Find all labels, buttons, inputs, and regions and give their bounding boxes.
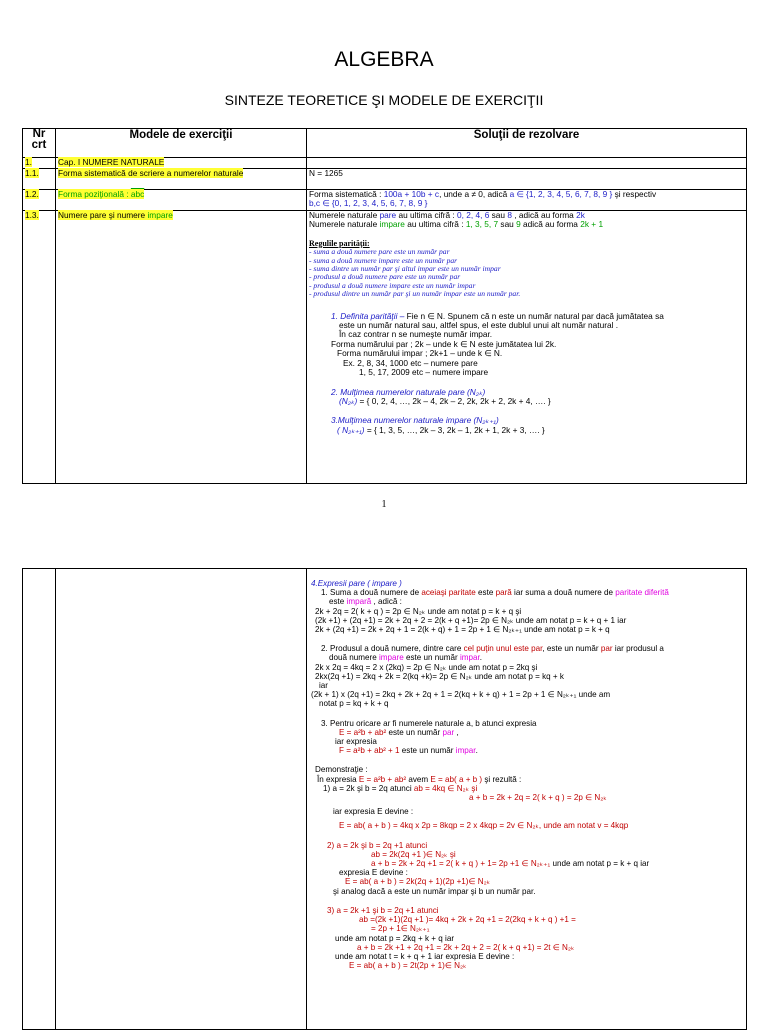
text: ab = 4kq ∈ N₂ₖ şi: [413, 783, 478, 793]
text: 2. Produsul a două numere, dintre care: [321, 644, 464, 654]
rule-item: - produsul a două numere pare este un număr par: [309, 272, 461, 282]
text: 0, 2, 4, 6: [457, 210, 490, 220]
text: sau: [498, 219, 517, 230]
text: adică au forma: [520, 219, 581, 230]
page-number: 1: [381, 499, 387, 510]
text: 1, 5, 17, 2009 etc – numere impare: [359, 367, 489, 378]
set: a ∈ {1, 2, 3, 4, 5, 6, 7, 8, 9 }: [509, 189, 613, 199]
page-title: ALGEBRA: [334, 48, 434, 71]
text: ,: [454, 727, 459, 737]
section-title: 4.Expresii pare ( impare ): [311, 579, 402, 588]
definition-title: 1. Definita parităţii –: [331, 310, 407, 321]
text: sau: [489, 210, 508, 220]
text: Forma sistematică :: [309, 189, 384, 199]
expression: F = a²b + ab² + 1: [339, 746, 400, 756]
solution-text: [307, 190, 747, 211]
text: două numere: [329, 653, 379, 663]
text: Numerele naturale: [309, 219, 380, 230]
text: .: [475, 746, 478, 756]
text: , adică :: [371, 597, 402, 607]
formula-line: E = ab( a + b ) = 2k(2q + 1)(2p +1)∈ N₂ₖ: [345, 877, 491, 887]
text: paritate diferită: [615, 588, 669, 598]
text: şi analog dacă a este un număr impar şi b un număr par.: [333, 886, 536, 896]
page-subtitle: SINTEZE TEORETICE ŞI MODELE DE EXERCIŢII: [224, 92, 544, 108]
formula-line: E = ab( a + b ) = 4kq x 2p = 8kqp = 2 x 4kqp = 2v ∈ N₂ₖ, unde am notat v = 4kqp: [339, 821, 629, 831]
formula-line: a + b = 2k + 2q = 2( k + q ) = 2p ∈ N₂ₖ: [469, 793, 607, 803]
formula-line: = 2p + 1∈ N₂ₖ₊₁: [371, 924, 430, 934]
odd-set: = { 1, 3, 5, …, 2k – 3, 2k – 1, 2k + 1, 2k + 3, …. }: [364, 424, 545, 435]
rule-item: - produsul dintre un număr par şi un număr impar este un număr par.: [309, 289, 521, 299]
solution-cell: [307, 569, 747, 1030]
text: şi rezultă :: [482, 774, 522, 784]
formula-line: a + b = 2k +1 + 2q +1 = 2k + 2q + 2 = 2( k + q +1) = 2t ∈ N₂ₖ: [357, 942, 575, 952]
formula-line: ab = 2k(2q +1 )∈ N₂ₖ şi: [371, 849, 456, 859]
text: unde am notat p = 2kq + k + q iar: [335, 933, 455, 943]
text: iar: [319, 681, 328, 691]
text: au ultima cifră :: [396, 210, 458, 220]
formula-line: (2k +1) + (2q +1) = 2k + 2q + 2 = 2(k + q +1)= 2p ∈ N₂ₖ unde am notat p = k + q + 1 iar: [315, 615, 627, 625]
odd-set-title: 3.Mulţimea numerelor naturale impare (N₂ₖ₊₁): [331, 415, 499, 426]
text: impare: [378, 653, 404, 663]
text: În expresia: [317, 774, 359, 784]
text: 1. Suma a două numere de: [321, 588, 422, 598]
text: iar suma a două numere de: [511, 588, 616, 598]
text: este un număr: [386, 727, 443, 737]
text: impară: [346, 597, 372, 607]
expression: E = a²b + ab²: [358, 774, 407, 784]
text: .: [479, 653, 482, 663]
text: iar expresia: [335, 737, 377, 747]
demonstration-title: Demonstraţie :: [315, 765, 368, 775]
even-set: = { 0, 2, 4, …, 2k – 4, 2k – 2, 2k, 2k + 2, 2k + 4, …. }: [357, 395, 551, 406]
text: pară: [495, 588, 512, 598]
header-modele: Modele de exerciţii: [56, 129, 307, 158]
solution-cell: [307, 211, 747, 484]
exercise-table-continued: [22, 568, 747, 1030]
text: pare: [379, 210, 397, 220]
text: aceiaşi paritate: [421, 588, 476, 598]
rule-item: - suma a două numere pare este un număr par: [309, 247, 450, 257]
model-text: Forma sistematică de scriere a numerelor naturale: [58, 168, 244, 178]
text: Forma numărului impar ; 2k+1 – unde k ∈ N.: [337, 348, 503, 359]
text: impare: [379, 219, 405, 230]
text: 1, 3, 5, 7: [465, 219, 499, 230]
exercise-table: [22, 128, 747, 484]
rule-item: - produsul a două numere impare este un număr impar: [309, 280, 476, 290]
text: au ultima cifră :: [404, 219, 466, 230]
rule-item: - suma a două numere impare este un număr par: [309, 255, 458, 265]
text: este un număr: [399, 746, 456, 756]
formula-line: 2k x 2q = 4kq = 2 x (2kq) = 2p ∈ N₂ₖ unde am notat p = 2kq şi: [315, 662, 538, 672]
text: este: [329, 597, 347, 607]
formula-line: ab =(2k +1)(2q +1 )= 4kq + 2k + 2q +1 = 2(2kq + k + q ) +1 =: [359, 915, 576, 925]
text: 3) a = 2k +1 şi b = 2q +1 atunci: [327, 905, 439, 915]
text: notat p = kq + k + q: [319, 699, 389, 709]
text: impar: [459, 653, 480, 663]
text: impare: [147, 210, 173, 220]
text: par: [442, 727, 455, 737]
rule-item: - suma dintre un număr par şi altul impar este un număr impar: [309, 264, 501, 274]
text: este: [475, 588, 496, 598]
text: 9: [516, 219, 521, 230]
text: unde am notat t = k + q + 1 iar expresia E devine :: [335, 951, 515, 961]
text: cel puţin unul este par: [463, 644, 543, 654]
chapter-title: Cap. I NUMERE NATURALE: [58, 157, 165, 167]
text: , este un număr: [542, 644, 601, 654]
text: expresia E devine :: [339, 868, 408, 878]
table-row: [23, 158, 747, 169]
text: (N₂ₖ): [339, 395, 358, 406]
table-row: [23, 169, 747, 190]
text: 8: [507, 210, 512, 220]
text: 1) a = 2k şi b = 2q atunci: [323, 783, 414, 793]
row-number: 1.2.: [25, 189, 39, 199]
text: Fie n ∈ N. Spunem că n este un număr natural par dacă jumătatea sa: [406, 310, 664, 321]
text: 2k: [576, 210, 585, 220]
row-number: 1.: [25, 157, 32, 167]
text: şi respectiv: [612, 189, 657, 199]
header-nr-crt: Nr crt: [23, 129, 56, 158]
text: Numerele naturale: [309, 210, 380, 220]
expression: E = a²b + ab²: [339, 727, 387, 737]
text: este un număr natural sau, altfel spus, el este dublul unui alt număr natural .: [339, 320, 619, 331]
text: 3. Pentru oricare ar fi numerele naturale a, b atunci expresia: [321, 718, 537, 728]
text: ( N₂ₖ₊₁): [337, 424, 365, 435]
text: unde am notat p = k + q iar: [550, 859, 650, 869]
formula-line: 2kx(2q +1) = 2kq + 2k = 2(kq +k)= 2p ∈ N₂ₖ unde am notat p = kq + k: [315, 671, 564, 681]
text: avem: [406, 774, 431, 784]
table-row: [23, 569, 747, 1030]
text: Numere pare şi numere: [58, 210, 148, 220]
odd-line: [309, 220, 744, 229]
text: iar produsul a: [612, 644, 664, 654]
expression: E = ab( a + b ): [430, 774, 483, 784]
table-row: [23, 190, 747, 211]
formula-line: (2k + 1) x (2q +1) = 2kq + 2k + 2q + 1 = 2(kq + k + q) + 1 = 2p + 1 ∈ N₂ₖ₊₁ unde am: [311, 690, 611, 700]
set: b,c ∈ {0, 1, 2, 3, 4, 5, 6, 7, 8, 9 }: [309, 198, 428, 209]
even-set-title: 2. Mulţimea numerelor naturale pare (N₂ₖ): [331, 386, 486, 397]
text: Forma numărului par ; 2k – unde k ∈ N este jumătatea lui 2k.: [331, 338, 557, 349]
text: impar: [455, 746, 476, 756]
header-solutii: Soluţii de rezolvare: [307, 129, 747, 158]
text: iar expresia E devine :: [333, 807, 414, 817]
text: , adică au forma: [511, 210, 577, 220]
abc-notation: $\overline{abc}$: [130, 189, 145, 199]
model-prefix: Forma poziţională :: [58, 189, 129, 199]
text: 2k + 1: [580, 219, 604, 230]
formula-line: 2k + 2q = 2( k + q ) = 2p ∈ N₂ₖ unde am notat p = k + q şi: [315, 606, 522, 616]
table-row: [23, 211, 747, 484]
row-number: 1.1.: [25, 168, 39, 178]
text: Ex. 2, 8, 34, 1000 etc – numere pare: [343, 357, 478, 368]
rules-title: Regulile parităţii:: [309, 238, 370, 248]
model-text: [58, 210, 173, 220]
formula: 100a + 10b + c: [383, 189, 440, 199]
model-text: [58, 189, 144, 199]
text: 2) a = 2k şi b = 2q +1 atunci: [327, 840, 428, 850]
row-number: 1.3.: [25, 210, 39, 220]
text: , unde a ≠ 0, adică: [439, 189, 510, 199]
formula-line: 2k + (2q +1) = 2k + 2q + 1 = 2(k + q) + 1 = 2p + 1 ∈ N₂ₖ₊₁ unde am notat p = k + q: [315, 625, 610, 635]
formula-line: E = ab( a + b ) = 2t(2p + 1)∈ N₂ₖ: [349, 961, 467, 971]
solution-text: N = 1265: [309, 168, 343, 178]
text: În caz contrar n se numeşte număr impar.: [339, 329, 493, 340]
text: par: [600, 644, 613, 654]
text: este un număr: [403, 653, 460, 663]
table-header-row: [23, 129, 747, 158]
formula: a + b = 2k + 2q +1 = 2( k + q ) + 1= 2p +1 ∈ N₂ₖ₊₁: [371, 859, 551, 869]
